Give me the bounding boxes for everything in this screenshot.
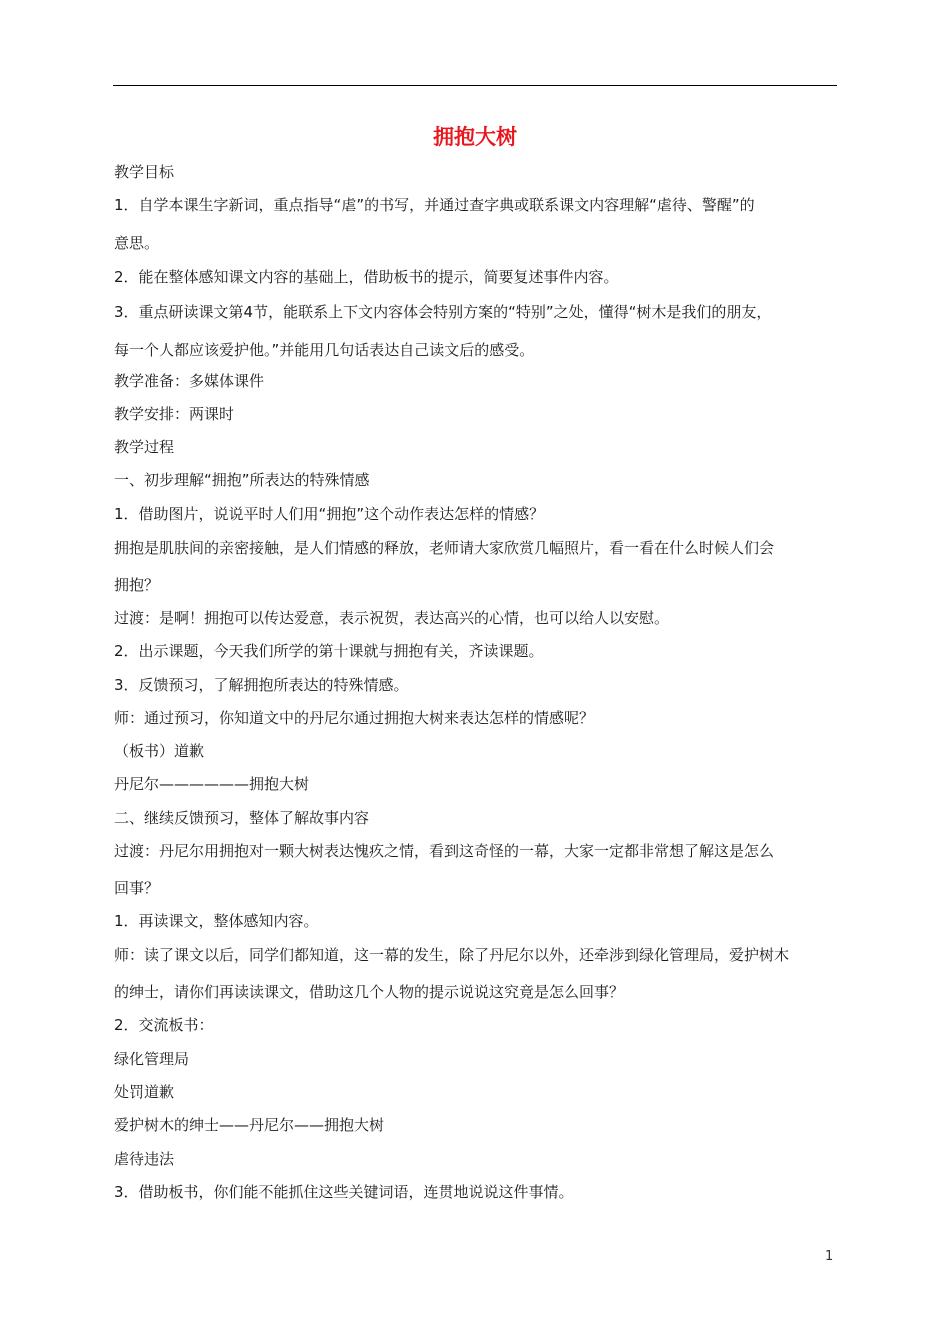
step-2-1: 1．再读课文，整体感知内容。 [114, 912, 319, 930]
step-2-3: 3．借助板书，你们能不能抓住这些关键词语，连贯地说说这件事情。 [114, 1183, 574, 1201]
teacher-prompt-2: 师：读了课文以后，同学们都知道，这一幕的发生，除了丹尼尔以外，还牵涉到绿化管理局，爱护树木 [114, 946, 790, 964]
section-heading-process: 教学过程 [114, 438, 175, 456]
transition-2: 过渡：丹尼尔用拥抱对一颗大树表达愧疚之情，看到这奇怪的一幕，大家一定都非常想了解这是怎么 [114, 842, 775, 860]
objective-3-continued: 每一个人都应该爱护他。”并能用几句话表达自己读文后的感受。 [114, 341, 535, 359]
section-heading-objectives: 教学目标 [114, 163, 175, 181]
step-1-1: 1．借助图片，说说平时人们用“拥抱”这个动作表达怎样的情感？ [114, 505, 545, 523]
paragraph-hug-intro: 拥抱是肌肤间的亲密接触，是人们情感的释放，老师请大家欣赏几幅照片，看一看在什么时候人们会 [114, 539, 775, 557]
part-2-heading: 二、继续反馈预习，整体了解故事内容 [114, 809, 370, 827]
board-note-daniel: 丹尼尔——————拥抱大树 [114, 775, 310, 793]
part-1-heading: 一、初步理解“拥抱”所表达的特殊情感 [114, 471, 370, 489]
objective-2: 2．能在整体感知课文内容的基础上，借助板书的提示，简要复述事件内容。 [114, 268, 619, 286]
teacher-prompt-2-continued: 的绅士，请你们再读读课文，借助这几个人物的提示说说这究竟是怎么回事？ [114, 983, 625, 1001]
header-rule [113, 85, 837, 86]
objective-1-continued: 意思。 [114, 234, 160, 252]
step-1-3: 3．反馈预习，了解拥抱所表达的特殊情感。 [114, 676, 409, 694]
board-note-apology: （板书）道歉 [114, 742, 205, 760]
board-note-gentleman: 爱护树木的绅士——丹尼尔——拥抱大树 [114, 1116, 385, 1134]
transition-2-continued: 回事？ [114, 879, 160, 897]
step-1-2: 2．出示课题，今天我们所学的第十课就与拥抱有关，齐读课题。 [114, 642, 544, 660]
teacher-question-1: 师：通过预习，你知道文中的丹尼尔通过拥抱大树来表达怎样的情感呢？ [114, 709, 595, 727]
paragraph-hug-intro-continued: 拥抱？ [114, 576, 160, 594]
board-note-greening-bureau: 绿化管理局 [114, 1050, 190, 1068]
board-note-penalty: 处罚道歉 [114, 1083, 175, 1101]
document-title: 拥抱大树 [433, 125, 517, 149]
board-note-abuse: 虐待违法 [114, 1150, 175, 1168]
schedule-line: 教学安排：两课时 [114, 405, 235, 423]
step-2-2: 2．交流板书： [114, 1016, 214, 1034]
page-number: 1 [825, 1249, 834, 1264]
preparation-line: 教学准备：多媒体课件 [114, 372, 265, 390]
transition-1: 过渡：是啊！拥抱可以传达爱意，表示祝贺，表达高兴的心情，也可以给人以安慰。 [114, 609, 670, 627]
objective-1: 1．自学本课生字新词，重点指导“虐”的书写，并通过查字典或联系课文内容理解“虐待、警醒”的 [114, 196, 755, 214]
objective-3: 3．重点研读课文第4节，能联系上下文内容体会特别方案的“特别”之处，懂得“树木是我们的朋友， [114, 303, 772, 321]
